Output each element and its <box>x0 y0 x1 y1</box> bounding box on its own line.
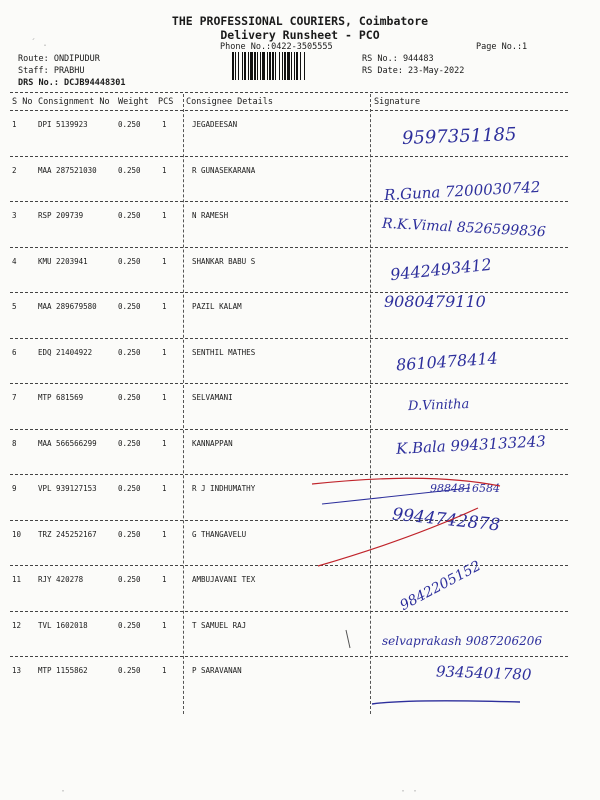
cell-weight: 0.250 <box>118 484 141 493</box>
rs-date: RS Date: 23-May-2022 <box>362 66 465 76</box>
cell-sno: 11 <box>12 575 22 584</box>
cell-consignee: G THANGAVELU <box>192 529 247 539</box>
blue-pen-stroke <box>322 488 470 504</box>
signature: K.Bala 9943133243 <box>395 432 547 458</box>
scan-speck: · · <box>400 786 419 797</box>
cell-weight: 0.250 <box>118 529 141 539</box>
red-pen-stroke <box>312 478 500 486</box>
cell-consignment: MTP 681569 <box>38 393 84 402</box>
cell-consignment: MAA 287521030 <box>38 165 97 175</box>
cell-consignment: MTP 1155862 <box>38 666 88 675</box>
cell-pcs: 1 <box>162 256 167 266</box>
drs-number: DRS No.: DCJB94448301 <box>18 78 126 88</box>
cell-weight: 0.250 <box>118 393 141 402</box>
signature: 9080479110 <box>384 292 486 311</box>
cell-consignment: TVL 1602018 <box>38 620 88 630</box>
header-pcs: PCS <box>158 97 174 107</box>
cell-weight: 0.250 <box>118 165 141 175</box>
signature: 8610478414 <box>395 348 499 375</box>
header-sno: S No <box>12 97 33 107</box>
cell-weight: 0.250 <box>118 666 141 675</box>
cell-consignee: SENTHIL MATHES <box>192 347 256 357</box>
cell-weight: 0.250 <box>118 620 141 630</box>
cell-consignee: R GUNASEKARANA <box>192 165 256 175</box>
cell-consignee: SELVAMANI <box>192 393 233 402</box>
cell-sno: 1 <box>12 120 17 129</box>
cell-consignment: DPI 5139923 <box>38 120 88 129</box>
signature: D.Vinitha <box>407 396 470 415</box>
cell-weight: 0.250 <box>118 211 141 220</box>
cell-consignment: MAA 289679580 <box>38 302 97 311</box>
cell-pcs: 1 <box>162 529 167 539</box>
staff: Staff: PRABHU <box>18 66 85 76</box>
cell-pcs: 1 <box>162 211 167 220</box>
cell-consignee: T SAMUEL RAJ <box>192 620 247 630</box>
cell-pcs: 1 <box>162 393 167 402</box>
signature: 9345401780 <box>435 662 532 684</box>
signature: R.Guna 7200030742 <box>383 177 541 205</box>
company-name: THE PROFESSIONAL COURIERS, Coimbatore <box>171 14 429 28</box>
scan-speck: · <box>60 786 67 797</box>
signature: 9842205152 <box>397 558 484 614</box>
cell-weight: 0.250 <box>118 575 141 584</box>
signature: R.K.Vimal 8526599836 <box>381 215 547 241</box>
cell-sno: 5 <box>12 302 17 311</box>
phone-number: Phone No.:0422-3505555 <box>220 42 333 52</box>
cell-sno: 8 <box>12 438 17 448</box>
header-weight: Weight <box>118 97 149 107</box>
cell-pcs: 1 <box>162 120 167 129</box>
cell-pcs: 1 <box>162 438 167 448</box>
cell-pcs: 1 <box>162 484 167 493</box>
cell-consignee: AMBUJAVANI TEX <box>192 575 256 584</box>
cell-consignee: SHANKAR BABU S <box>192 256 256 266</box>
cell-consignee: R J INDHUMATHY <box>192 484 256 493</box>
cell-sno: 9 <box>12 484 17 493</box>
cell-consignee: PAZIL KALAM <box>192 302 242 311</box>
signature: 9597351185 <box>401 124 517 149</box>
signature: 9884816584 <box>430 482 500 495</box>
cell-sno: 6 <box>12 347 17 357</box>
route: Route: ONDIPUDUR <box>18 54 100 64</box>
header-consignment: Consignment No <box>38 97 110 107</box>
cell-pcs: 1 <box>162 575 167 584</box>
cell-sno: 10 <box>12 529 22 539</box>
cell-consignment: EDQ 21404922 <box>38 347 93 357</box>
signature: 9944742878 <box>391 504 501 536</box>
cell-consignment: RSP 209739 <box>38 211 84 220</box>
cell-weight: 0.250 <box>118 120 141 129</box>
cell-weight: 0.250 <box>118 347 141 357</box>
page-number: Page No.:1 <box>476 42 528 52</box>
cell-sno: 7 <box>12 393 17 402</box>
cell-consignment: MAA 566566299 <box>38 438 97 448</box>
cell-weight: 0.250 <box>118 256 141 266</box>
cell-consignee: P SARAVANAN <box>192 666 242 675</box>
rs-number: RS No.: 944483 <box>362 54 434 64</box>
cell-sno: 2 <box>12 165 17 175</box>
header-consignee: Consignee Details <box>186 97 273 107</box>
cell-sno: 3 <box>12 211 17 220</box>
signature: 9442493412 <box>389 254 493 285</box>
cell-weight: 0.250 <box>118 438 141 448</box>
cell-sno: 4 <box>12 256 17 266</box>
signature: selvaprakash 9087206206 <box>382 634 543 648</box>
header-signature: Signature <box>374 97 421 107</box>
cell-consignment: KMU 2203941 <box>38 256 88 266</box>
red-pen-stroke <box>318 508 478 566</box>
cell-pcs: 1 <box>162 165 167 175</box>
cell-consignment: RJY 420278 <box>38 575 84 584</box>
cell-pcs: 1 <box>162 302 167 311</box>
cell-pcs: 1 <box>162 666 167 675</box>
pencil-mark <box>346 630 350 648</box>
cell-consignee: KANNAPPAN <box>192 438 233 448</box>
cell-weight: 0.250 <box>118 302 141 311</box>
cell-consignee: N RAMESH <box>192 211 229 220</box>
cell-pcs: 1 <box>162 347 167 357</box>
scan-speck: ´ . <box>30 38 49 49</box>
document-title: Delivery Runsheet - PCO <box>220 28 380 42</box>
cell-consignee: JEGADEESAN <box>192 120 238 129</box>
cell-sno: 13 <box>12 666 22 675</box>
cell-consignment: TRZ 245252167 <box>38 529 97 539</box>
blue-pen-stroke <box>372 701 520 704</box>
cell-consignment: VPL 939127153 <box>38 484 97 493</box>
cell-pcs: 1 <box>162 620 167 630</box>
cell-sno: 12 <box>12 620 22 630</box>
